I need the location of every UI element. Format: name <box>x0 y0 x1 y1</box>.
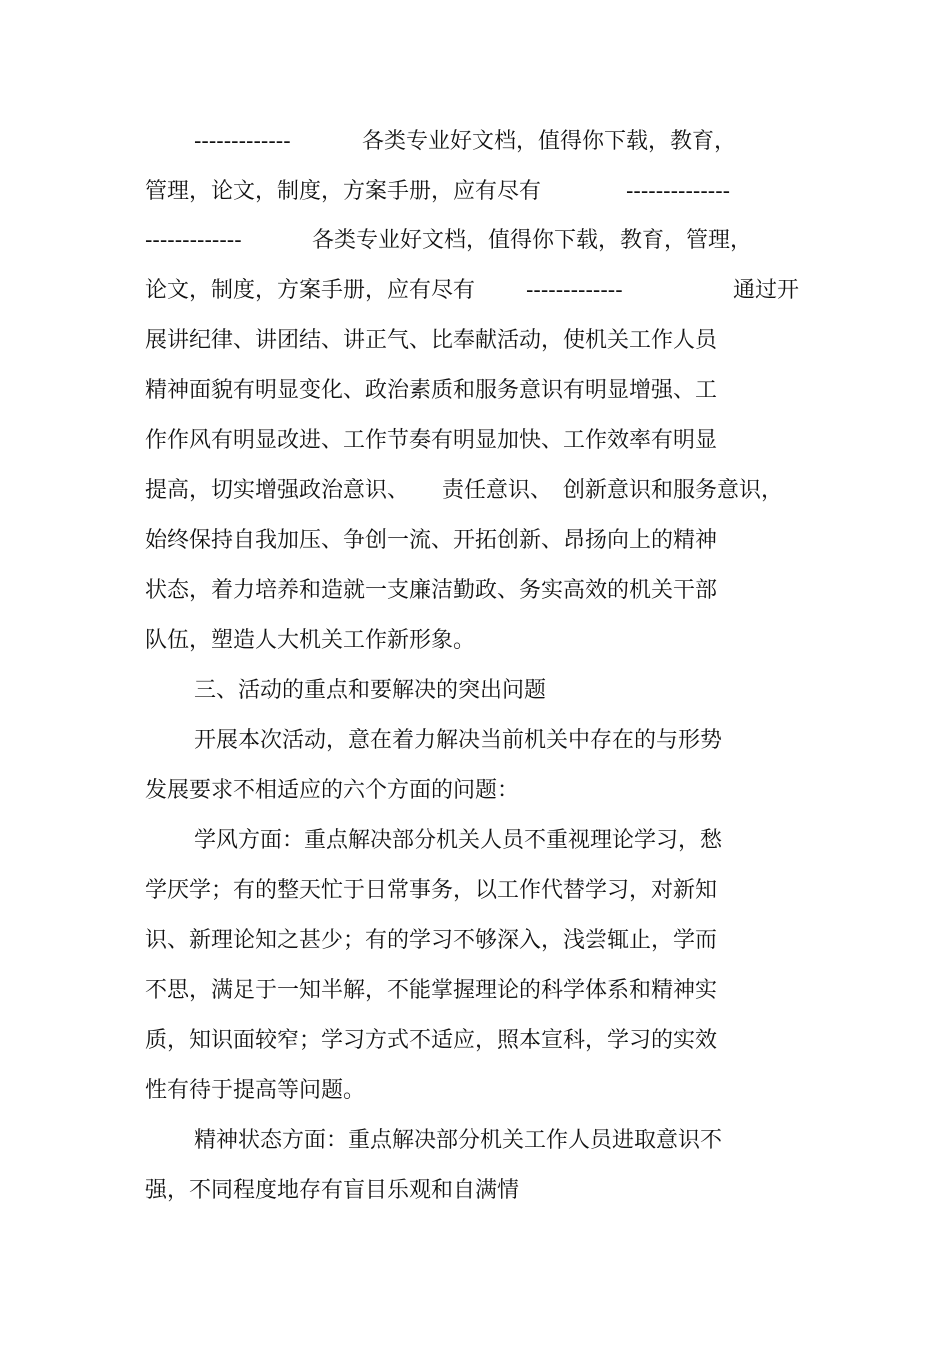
text-segment: 各类专业好文档，值得你下载，教育， <box>362 129 737 154</box>
text-segment: 开展本次活动，意在着力解决当前机关中存在的与形势 <box>194 728 723 753</box>
text-segment: 创新意识和服务意识， <box>563 478 784 503</box>
text-segment: 提高，切实增强政治意识、 <box>145 478 410 503</box>
text-segment: 识、新理论知之甚少；有的学习不够深入，浅尝辄止，学而 <box>145 928 718 953</box>
text-segment: 精神状态方面：重点解决部分机关工作人员进取意识不 <box>194 1128 723 1153</box>
text-segment: 管理，论文，制度，方案手册，应有尽有 <box>145 179 542 204</box>
text-segment: 性有待于提高等问题。 <box>145 1078 366 1103</box>
separator-dashes: ------------- <box>526 278 623 303</box>
text-segment: 学风方面：重点解决部分机关人员不重视理论学习，愁 <box>194 828 723 853</box>
text-segment: 精神面貌有明显变化、政治素质和服务意识有明显增强、工 <box>145 378 718 403</box>
text-segment: 强，不同程度地存有盲目乐观和自满情 <box>145 1178 520 1203</box>
text-segment: 展讲纪律、讲团结、讲正气、比奉献活动，使机关工作人员 <box>145 328 718 353</box>
text-segment: 各类专业好文档，值得你下载，教育，管理， <box>312 228 753 253</box>
text-segment: 通过开 <box>733 278 800 303</box>
separator-dashes: -------------- <box>626 179 731 204</box>
text-segment: 质，知识面较窄；学习方式不适应，照本宣科，学习的实效 <box>145 1028 718 1053</box>
text-segment: 始终保持自我加压、争创一流、开拓创新、昂扬向上的精神 <box>145 528 718 553</box>
text-segment: 论文，制度，方案手册，应有尽有 <box>145 278 476 303</box>
text-segment: 队伍，塑造人大机关工作新形象。 <box>145 628 476 653</box>
text-segment: 学厌学；有的整天忙于日常事务，以工作代替学习，对新知 <box>145 878 718 903</box>
separator-dashes: ------------- <box>194 129 291 154</box>
text-segment: 状态，着力培养和造就一支廉洁勤政、务实高效的机关干部 <box>145 578 718 603</box>
text-segment: 作作风有明显改进、工作节奏有明显加快、工作效率有明显 <box>145 428 718 453</box>
text-segment: 发展要求不相适应的六个方面的问题： <box>145 778 520 803</box>
text-segment: 责任意识、 <box>442 478 553 503</box>
section-heading: 三、活动的重点和要解决的突出问题 <box>194 678 547 703</box>
text-segment: 不思，满足于一知半解，不能掌握理论的科学体系和精神实 <box>145 978 718 1003</box>
separator-dashes: ------------- <box>145 228 242 253</box>
